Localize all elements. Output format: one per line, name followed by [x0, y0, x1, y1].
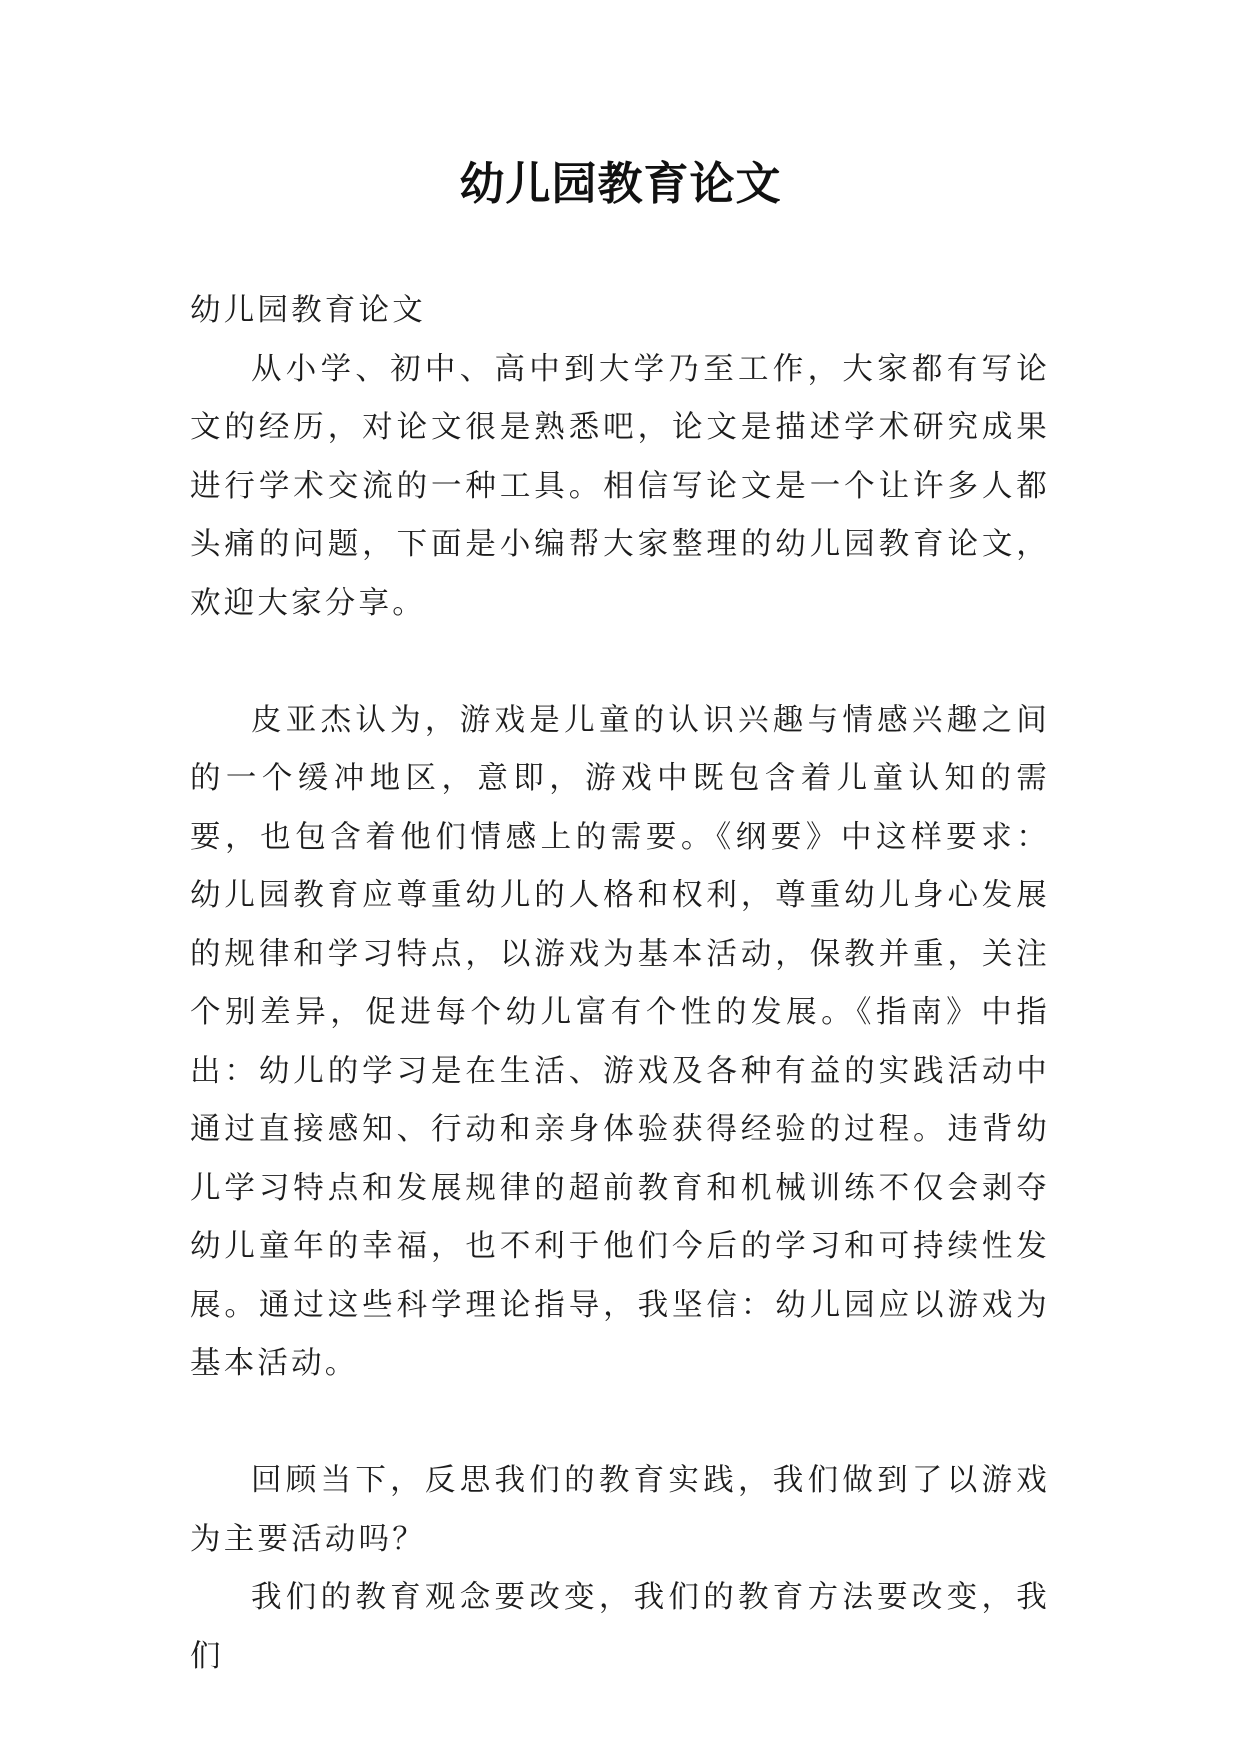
paragraph-change: 我们的教育观念要改变，我们的教育方法要改变，我们	[190, 1580, 1050, 1674]
paragraph-spacer	[190, 633, 1050, 692]
paragraph-reflection: 回顾当下，反思我们的教育实践，我们做到了以游戏为主要活动吗？	[190, 1463, 1050, 1557]
document-body	[190, 282, 1050, 1686]
paragraph-spacer	[190, 1394, 1050, 1453]
document-title: 幼儿园教育论文	[459, 157, 782, 210]
paragraph-intro: 从小学、初中、高中到大学乃至工作，大家都有写论文的经历，对论文很是熟悉吧，论文是描述学术研究成果进行学术交流的一种工具。相信写论文是一个让许多人都头痛的问题，下面是小编帮大家整理的幼儿园教育论文，欢迎大家分享。	[190, 351, 1050, 621]
document-subtitle: 幼儿园教育论文	[190, 293, 426, 328]
paragraph-piaget: 皮亚杰认为，游戏是儿童的认识兴趣与情感兴趣之间的一个缓冲地区，意即，游戏中既包含着儿童认知的需要，也包含着他们情感上的需要。《纲要》中这样要求：幼儿园教育应尊重幼儿的人格和权利，尊重幼儿身心发展的规律和学习特点，以游戏为基本活动，保教并重，关注个别差异，促进每个幼儿富有个性的发展。《指南》中指出：幼儿的学习是在生活、游戏及各种有益的实践活动中通过直接感知、行动和亲身体验获得经验的过程。违背幼儿学习特点和发展规律的超前教育和机械训练不仅会剥夺幼儿童年的幸福，也不利于他们今后的学习和可持续性发展。通过这些科学理论指导，我坚信：幼儿园应以游戏为基本活动。	[190, 702, 1050, 1381]
